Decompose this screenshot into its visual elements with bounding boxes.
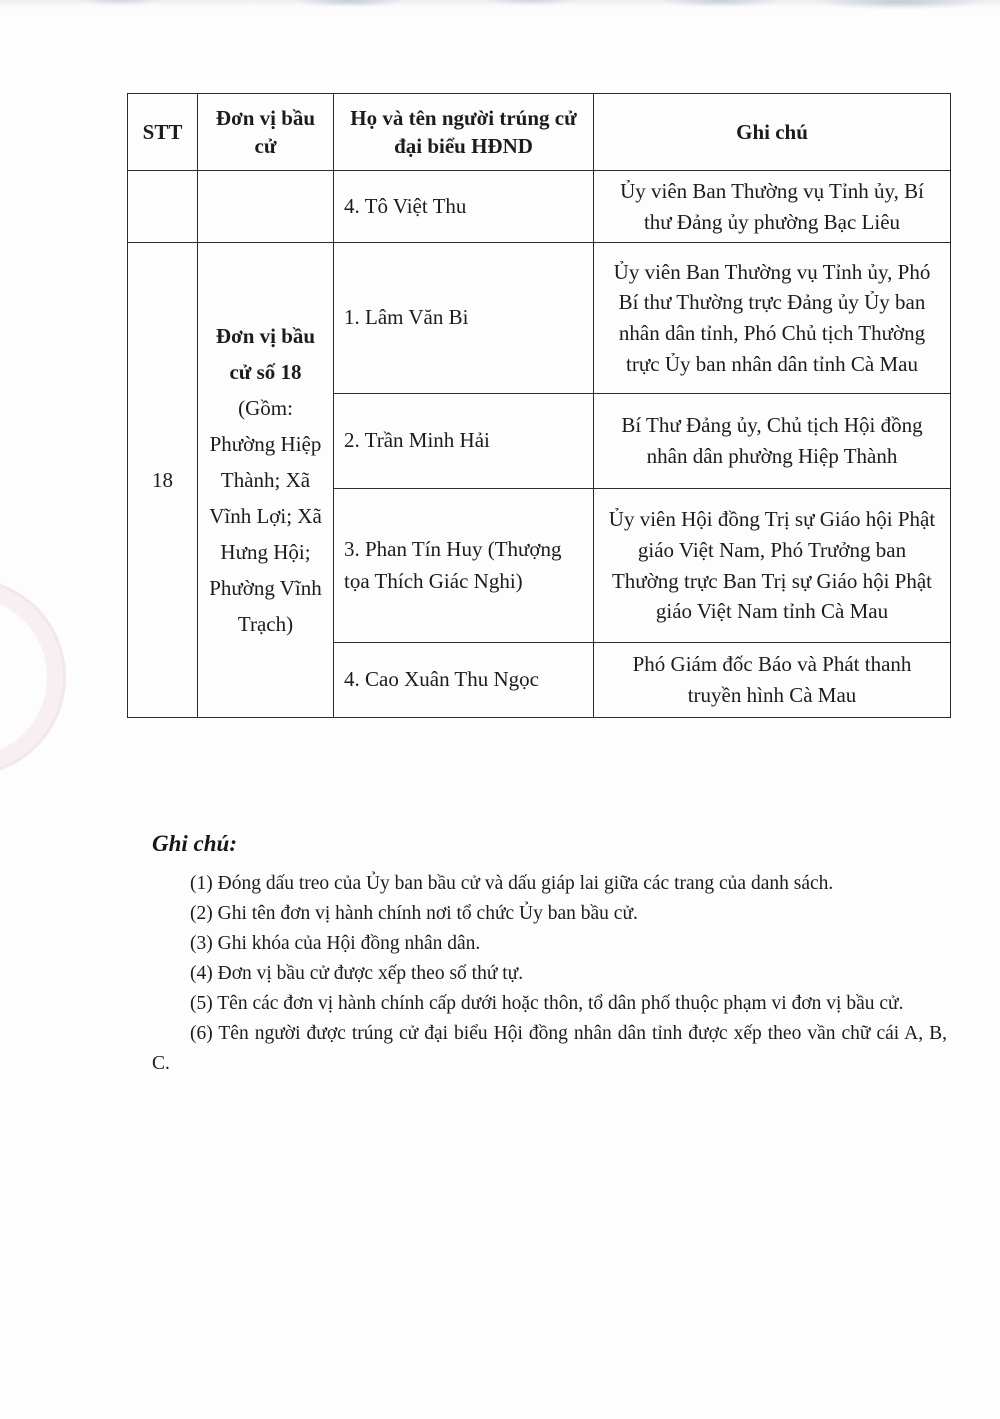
footnote-item: (6) Tên người được trúng cử đại biểu Hội đồng nhân dân tỉnh được xếp theo vần chữ cái A, B, C. xyxy=(152,1023,947,1074)
electoral-unit-cell xyxy=(198,243,334,718)
electoral-unit-title: Đơn vị bầu cử số 18 xyxy=(215,323,316,384)
footnote-item: (5) Tên các đơn vị hành chính cấp dưới hoặc thôn, tổ dân phố thuộc phạm vi đơn vị bầu cử. xyxy=(190,993,904,1014)
column-header-elected-name: Họ và tên người trúng cử đại biểu HĐND xyxy=(334,94,594,171)
electoral-unit-localities: (Gồm: Phường Hiệp Thành; Xã Vĩnh Lợi; Xã Hưng Hội; Phường Vĩnh Trạch) xyxy=(209,395,322,637)
elected-name: 1. Lâm Văn Bi xyxy=(334,243,594,394)
stt-cell-empty xyxy=(128,171,198,243)
footnotes-heading: Ghi chú: xyxy=(152,831,237,856)
stt-cell: 18 xyxy=(128,243,198,718)
elected-note: Ủy viên Ban Thường vụ Tỉnh ủy, Bí thư Đảng ủy phường Bạc Liêu xyxy=(594,171,951,243)
footnote-item: (2) Ghi tên đơn vị hành chính nơi tổ chức Ủy ban bầu cử. xyxy=(190,903,638,924)
table-header-row xyxy=(128,94,951,171)
elected-note: Phó Giám đốc Báo và Phát thanh truyền hình Cà Mau xyxy=(594,643,951,718)
footnotes-list xyxy=(152,869,947,1079)
elected-name: 3. Phan Tín Huy (Thượng tọa Thích Giác Nghi) xyxy=(334,489,594,643)
column-header-stt: STT xyxy=(128,94,198,171)
elected-note: Bí Thư Đảng ủy, Chủ tịch Hội đồng nhân dân phường Hiệp Thành xyxy=(594,394,951,489)
column-header-notes: Ghi chú xyxy=(594,94,951,171)
footnotes-section xyxy=(152,831,947,1079)
column-header-electoral-unit: Đơn vị bầu cử xyxy=(198,94,334,171)
elected-note: Ủy viên Ban Thường vụ Tỉnh ủy, Phó Bí thư Thường trực Đảng ủy Ủy ban nhân dân tỉnh, Phó Chủ tịch Thường trực Ủy ban nhân dân tỉnh Cà Mau xyxy=(594,243,951,394)
footnote-item: (4) Đơn vị bầu cử được xếp theo số thứ tự. xyxy=(190,963,524,984)
table-row xyxy=(128,171,951,243)
elected-note: Ủy viên Hội đồng Trị sự Giáo hội Phật giáo Việt Nam, Phó Trưởng ban Thường trực Ban Trị sự Giáo hội Phật giáo Việt Nam tỉnh Cà Mau xyxy=(594,489,951,643)
elected-name: 4. Tô Việt Thu xyxy=(334,171,594,243)
elected-name: 4. Cao Xuân Thu Ngọc xyxy=(334,643,594,718)
unit-cell-empty xyxy=(198,171,334,243)
elected-representatives-table xyxy=(127,93,951,718)
scan-artifact-top-edge xyxy=(0,0,1000,10)
elected-name: 2. Trần Minh Hải xyxy=(334,394,594,489)
footnote-item: (3) Ghi khóa của Hội đồng nhân dân. xyxy=(190,933,481,954)
footnote-item: (1) Đóng dấu treo của Ủy ban bầu cử và dấu giáp lai giữa các trang của danh sách. xyxy=(190,873,834,894)
overlapping-seal-stamp xyxy=(0,578,66,776)
table-row xyxy=(128,243,951,394)
